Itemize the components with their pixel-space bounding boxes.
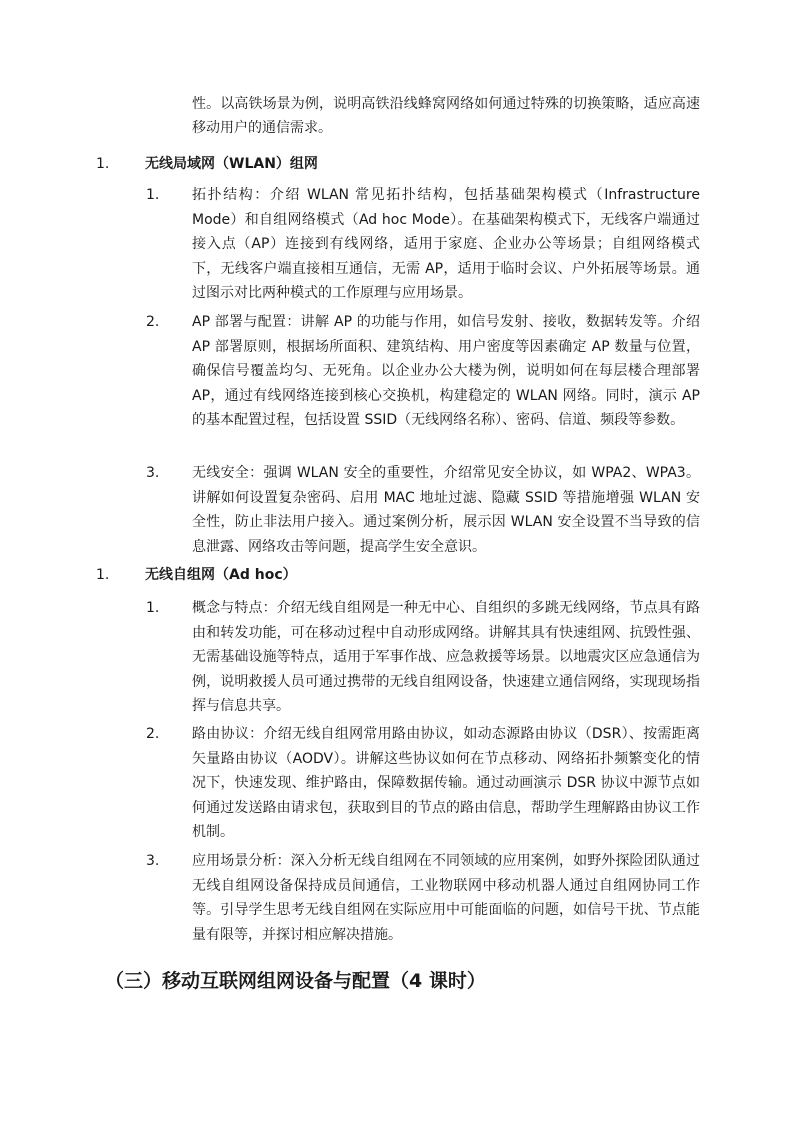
list-item-text: 概念与特点：介绍无线自组网是一种无中心、自组织的多跳无线网络，节点具有路由和转发功能，可在移动过程中自动形成网络。讲解其具有快速组网、抗毁性强、无需基础设施等特点，适用于军事作战、应急救援等场景。以地震灾区应急通信为例，说明救援人员可通过携带的无线自组网设备，快速建立通信网络，实现现场指挥与信息共享。	[192, 600, 700, 714]
list-item-text: 无线安全：强调 WLAN 安全的重要性，介绍常见安全协议，如 WPA2、WPA3。讲解如何设置复杂密码、启用 MAC 地址过滤、隐藏 SSID 等措施增强 WLAN 安全性，防止非法用户接入。通过案例分析，展示因 WLAN 安全设置不当导致的信息泄露、网络攻击等问题，提高学生安全意识。	[192, 465, 700, 555]
list-item-number: 3.	[146, 853, 160, 869]
list-item-number: 2.	[146, 314, 160, 330]
list-item-number: 1.	[146, 187, 160, 203]
section-title: 无线局域网（WLAN）组网	[145, 156, 318, 172]
list-item-text: 路由协议：介绍无线自组网常用路由协议，如动态源路由协议（DSR）、按需距离矢量路由协议（AODV）。讲解这些协议如何在节点移动、网络拓扑频繁变化的情况下，快速发现、维护路由，保障数据传输。通过动画演示 DSR 协议中源节点如何通过发送路由请求包，获取到目的节点的路由信息，帮助学生理解路由协议工作机制。	[192, 726, 700, 840]
section-heading: （三）移动互联网组网设备与配置（4 课时）	[105, 970, 486, 992]
list-item-number: 2.	[146, 726, 160, 742]
section-number: 1.	[96, 567, 110, 583]
list-item-number: 3.	[146, 465, 160, 481]
section-number: 1.	[96, 156, 110, 172]
section-title: 无线自组网（Ad hoc）	[145, 567, 297, 583]
list-item-number: 1.	[146, 600, 160, 616]
list-item-text: 拓扑结构：介绍 WLAN 常见拓扑结构，包括基础架构模式（Infrastructure Mode）和自组网络模式（Ad hoc Mode）。在基础架构模式下，无线客户端通过接入点（AP）连接到有线网络，适用于家庭、企业办公等场景；自组网络模式下，无线客户端直接相互通信，无需 AP，适用于临时会议、户外拓展等场景。通过图示对比两种模式的工作原理与应用场景。	[192, 187, 700, 301]
continuation-paragraph: 性。以高铁场景为例，说明高铁沿线蜂窝网络如何通过特殊的切换策略，适应高速移动用户的通信需求。	[192, 96, 700, 136]
list-item-text: 应用场景分析：深入分析无线自组网在不同领域的应用案例，如野外探险团队通过无线自组网设备保持成员间通信，工业物联网中移动机器人通过自组网协同工作等。引导学生思考无线自组网在实际应用中可能面临的问题，如信号干扰、节点能量有限等，并探讨相应解决措施。	[192, 853, 700, 943]
list-item-text: AP 部署与配置：讲解 AP 的功能与作用，如信号发射、接收，数据转发等。介绍 AP 部署原则，根据场所面积、建筑结构、用户密度等因素确定 AP 数量与位置，确保信号覆盖均匀、无死角。以企业办公大楼为例，说明如何在每层楼合理部署 AP，通过有线网络连接到核心交换机，构建稳定的 WLAN 网络。同时，演示 AP 的基本配置过程，包括设置 SSID（无线网络名称）、密码、信道、频段等参数。	[192, 314, 700, 428]
